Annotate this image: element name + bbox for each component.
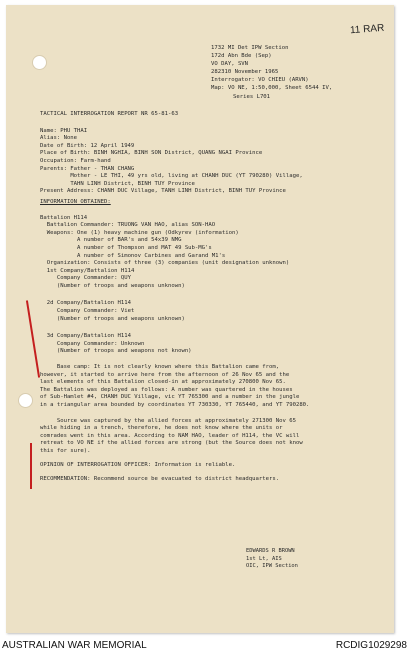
battalion-line: A number of BAR's and 54x39 NMG bbox=[40, 237, 182, 244]
signature-rank: 1st Lt, AIS bbox=[246, 555, 282, 562]
battalion-line: Company Commander: QUY bbox=[40, 275, 131, 282]
detail-line: TAHN LINH District, BINH TUY Province bbox=[40, 180, 195, 187]
detail-line: Alias: None bbox=[40, 135, 78, 142]
paragraph-line: Base camp: It is not clearly known where this Battalion came from, bbox=[40, 364, 280, 371]
company-line: Company Commander: Unknown bbox=[40, 340, 145, 347]
battalion-line: Weapons: One (1) heavy machine gun (Odkyrev (information) bbox=[40, 229, 239, 236]
archive-footer bbox=[0, 638, 410, 654]
battalion-line: A number of Thompson and MAT 49 Sub-MG's bbox=[40, 244, 212, 251]
report-header bbox=[211, 44, 332, 101]
detail-line: Name: PHU THAI bbox=[40, 127, 88, 134]
paragraph-line: comrades went in this area. According to NAM HAO, leader of H114, the VC will bbox=[40, 432, 300, 439]
battalion-line: (Number of troops and weapons unknown) bbox=[40, 282, 185, 289]
header-brigade: 172d Abn Bde (Sep) bbox=[211, 53, 272, 60]
header-unit: 1732 MI Det IPW Section bbox=[211, 45, 289, 51]
company-line: Company Commander: Viet bbox=[40, 308, 135, 315]
report-title: TACTICAL INTERROGATION REPORT NR 65-81-63 bbox=[40, 111, 179, 117]
detail-line: Parents: Father - THAN CHANG bbox=[40, 165, 135, 172]
battalion-section bbox=[40, 215, 370, 291]
header-interrogator: Interrogator: VO CHIEU (ARVN) bbox=[211, 77, 309, 84]
capture-paragraph bbox=[40, 418, 370, 456]
detail-line: Place of Birth: BINH NGHIA, BINH SON District, QUANG NGAI Province bbox=[40, 150, 263, 157]
handwritten-unit-mark: 11 RAR bbox=[349, 22, 385, 37]
archive-id: RCDIG1029298 bbox=[335, 640, 407, 651]
red-margin-mark bbox=[30, 443, 32, 489]
header-map: Map: VO NE, 1:50,000, Sheet 6544 IV, bbox=[211, 85, 333, 92]
company-line: 2d Company/Battalion H114 bbox=[40, 300, 131, 307]
detail-line: Mother - LE THI, 49 yrs old, living at CHANH DUC (YT 790280) Village, bbox=[40, 173, 303, 180]
detail-line: Occupation: Farm-hand bbox=[40, 157, 111, 164]
opinion-line: OPINION OF INTERROGATION OFFICER: Information is reliable. bbox=[40, 461, 236, 468]
battalion-line: Battalion H114 bbox=[40, 214, 88, 221]
paragraph-line: Source was captured by the allied forces at approximately 271300 Nov 65 bbox=[40, 417, 296, 424]
battalion-line: 1st Company/Battalion H114 bbox=[40, 267, 135, 274]
company-line: (Number of troops and weapons not known) bbox=[40, 348, 192, 355]
paragraph-line: this for sure). bbox=[40, 447, 91, 454]
company-3-section bbox=[40, 333, 370, 356]
detail-line: Date of Birth: 12 April 1949 bbox=[40, 142, 135, 149]
base-camp-paragraph bbox=[40, 364, 370, 410]
detail-line: Present Address: CHANH DUC Village, TANH LINH District, BINH TUY Province bbox=[40, 188, 286, 195]
archive-name: AUSTRALIAN WAR MEMORIAL bbox=[2, 640, 147, 651]
signature-name: EDWARDS R BROWN bbox=[246, 548, 295, 554]
recommendation-line: RECOMMENDATION: Recommend source be evacuated to district headquarters. bbox=[40, 476, 280, 483]
header-series: Series L701 bbox=[233, 93, 271, 100]
paragraph-line: however, it started to arrive here from the afternoon of 26 Nov 65 and the bbox=[40, 371, 290, 378]
paragraph-line: while hiding in a trench, therefore, he does not know where the units or bbox=[40, 425, 283, 432]
signature-title: OIC, IPW Section bbox=[246, 563, 298, 570]
section-heading: INFORMATION OBTAINED: bbox=[40, 198, 111, 205]
battalion-line: Organization: Consists of three (3) companies (unit designation unknown) bbox=[40, 260, 290, 267]
company-line: 3d Company/Battalion H114 bbox=[40, 333, 131, 340]
paragraph-line: retreat to VO NE if the allied forces are strong (but the Source does not know bbox=[40, 440, 303, 447]
header-location: VO DAY, SVN bbox=[211, 61, 249, 68]
report-body bbox=[40, 111, 370, 484]
company-2-section bbox=[40, 300, 370, 323]
paragraph-line: The Battalion was deployed as follows: A number was quartered in the houses bbox=[40, 386, 293, 393]
personal-details bbox=[40, 128, 370, 196]
battalion-line: Battalion Commander: TRUONG VAN HAO, alias SON-HAO bbox=[40, 222, 216, 229]
paragraph-line: of Sub-Hamlet #4, CHANH DUC Village, vic YT 765300 and a number in the jungle bbox=[40, 394, 300, 401]
paragraph-line: in a triangular area bounded by coordinates YT 730330, YT 765440, and YT 790280. bbox=[40, 402, 310, 408]
signature-block bbox=[246, 548, 298, 571]
paragraph-line: last elements of this Battalion closed-in at approximately 270800 Nov 65. bbox=[40, 379, 286, 386]
battalion-line: A number of Simonov Carbines and Garand M1's bbox=[40, 252, 226, 259]
punch-hole bbox=[18, 393, 33, 408]
header-date: 282310 November 1965 bbox=[211, 69, 279, 76]
company-line: (Number of troops and weapons unknown) bbox=[40, 315, 185, 322]
punch-hole bbox=[32, 55, 47, 70]
